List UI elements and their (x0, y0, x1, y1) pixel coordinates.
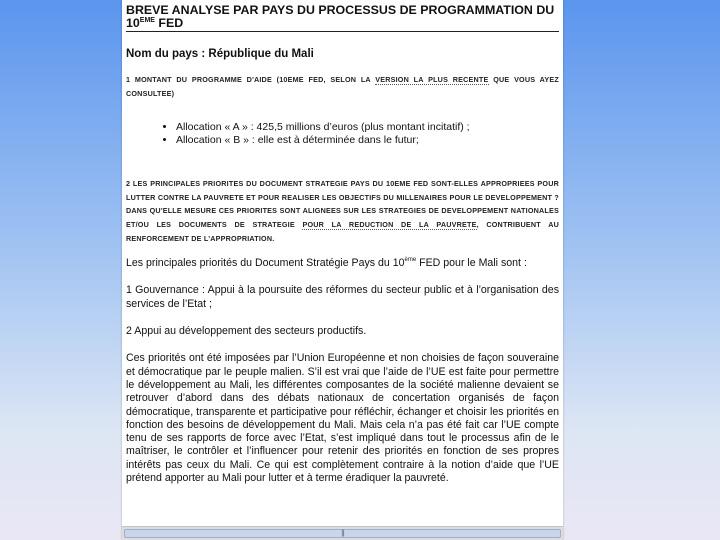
document-title (126, 4, 559, 32)
title-line-2-rest: FED (154, 16, 184, 30)
scrollbar-thumb[interactable] (124, 529, 561, 538)
priorities-intro-text: Les principales priorités du Document Stratégie Pays du 10 (126, 257, 405, 270)
section-1-heading (126, 73, 559, 100)
section-1-heading-text: 1 MONTANT DU PROGRAMME D'AIDE (10EME FED, SELON LA (126, 75, 376, 84)
title-line-2-superscript: EME (139, 17, 155, 24)
section-2-heading-text: 2 LES PRINCIPALES PRIORITES DU DOCUMENT STRATEGIE PAYS DU 10EME FED SONT-ELLES APPROPRIEES POUR LUTTER CONTRE LA PAUVRETE ET POUR REALISER LES OBJECTIFS DU MILLENAIRES POUR LE DEVELOPPEMENT ? DANS QU'ELLE MESURE CES PRIORITES SONT ALIGNEES SUR LES STRATEGIES DE DEVELOPPEMENT NATIONALES ET/OU LES DOCUMENTS DE STRATEGIE (126, 179, 559, 229)
document-page (122, 0, 563, 540)
section-2-heading-end: , CONTRIBUENT AU RENFORCEMENT DE L’APPROPRIATION. (126, 219, 559, 243)
section-1-heading-end: QUE VOUS AYEZ CONSULTEE) (126, 75, 559, 98)
allocation-list (126, 121, 559, 147)
section-2-heading-underlined: POUR LA REDUCTION DE LA PAUVRETE (302, 219, 477, 229)
priority-2: 2 Appui au développement des secteurs productifs. (126, 325, 367, 338)
allocation-b: • Allocation « B » : elle est à déterminée dans le futur; (176, 134, 559, 147)
analysis-paragraph: Ces priorités ont été imposées par l’Union Européenne et non choisies de façon souveraine et démocratique par le peuple malien. S’il est vrai que l’aide de l’UE est faite pour permettre le développement au Mali, les différentes composantes de la société malienne devaient se retrouver d’abord dans des débats nationaux de concertation organisés de façon démocratique, transparente et participative pour réfléchir, échanger et choisir les priorités en fonction des besoins de développement du Mali. Mais cela n’a pas été fait car l’UE compte tenu de ses rapports de force avec l’Etat, s’est impliqué dans tout le processus afin de le maîtriser, le contrôler et l’influencer pour retenir des priorités en fonction de ses propres intérêts pas ceux du Mali. Ce qui est complètement contraire à la notion d’aide que l’UE prétend apporter au Mali pour lutter et à terme éradiquer la pauvreté. (126, 352, 559, 485)
grip-icon: ||| (341, 530, 344, 537)
title-line-1: BREVE ANALYSE PAR PAYS DU PROCESSUS DE PROGRAMMATION DU (126, 3, 555, 17)
allocation-a: • Allocation « A » : 425,5 millions d’euros (plus montant incitatif) ; (176, 121, 559, 134)
country-heading: Nom du pays : République du Mali (126, 48, 314, 60)
section-1-heading-underlined: VERSION LA PLUS RECENTE (375, 75, 489, 84)
priorities-intro (126, 257, 559, 270)
priorities-intro-end: FED pour le Mali sont : (416, 257, 527, 270)
section-2-heading (126, 177, 559, 245)
horizontal-scrollbar[interactable] (122, 526, 563, 540)
priority-1: 1 Gouvernance : Appui à la poursuite des réformes du secteur public et à l’organisation des services de l’Etat ; (126, 284, 559, 310)
document-body (122, 0, 563, 485)
priorities-intro-superscript: ème (404, 257, 417, 264)
title-line-2-number: 10 (126, 16, 140, 30)
